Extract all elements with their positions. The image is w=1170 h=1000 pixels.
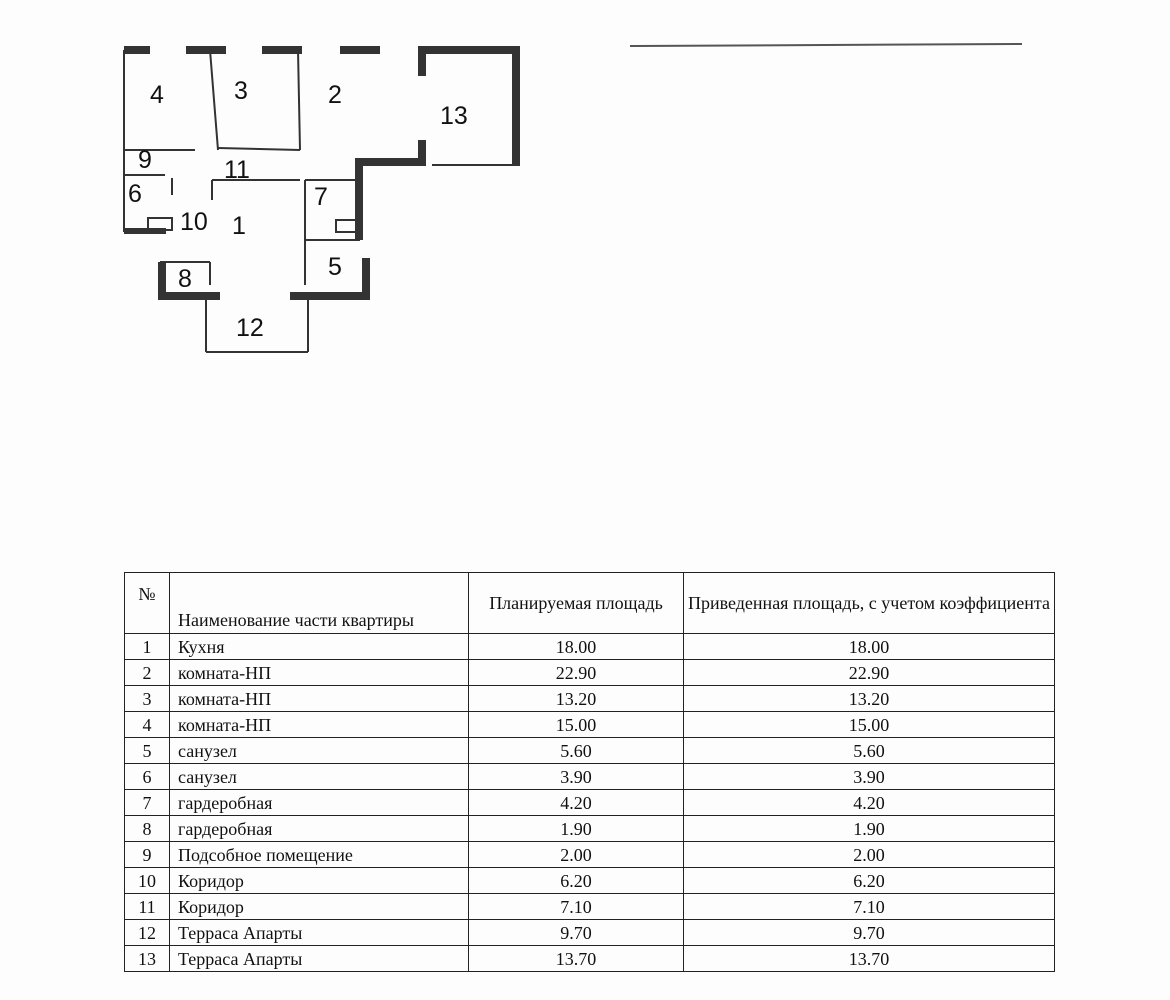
- cell-num: 9: [125, 842, 170, 868]
- cell-planned: 5.60: [469, 738, 684, 764]
- header-planned: Планируемая площадь: [469, 573, 684, 634]
- cell-reduced: 3.90: [684, 764, 1055, 790]
- room-label-9: 9: [138, 146, 152, 174]
- cell-num: 13: [125, 946, 170, 972]
- table-row: [125, 842, 1055, 868]
- cell-name: Коридор: [170, 894, 469, 920]
- area-table-container: [124, 572, 1055, 972]
- partition-4-3: [210, 50, 218, 150]
- cell-planned: 13.70: [469, 946, 684, 972]
- wall-seg: [355, 158, 426, 166]
- cell-planned: 22.90: [469, 660, 684, 686]
- room-label-6: 6: [128, 180, 142, 208]
- table-row: [125, 946, 1055, 972]
- partition-3-corridor: [218, 148, 300, 150]
- cell-name: комната-НП: [170, 686, 469, 712]
- wall-seg: [290, 292, 370, 300]
- cell-planned: 3.90: [469, 764, 684, 790]
- cell-num: 5: [125, 738, 170, 764]
- table-row: [125, 712, 1055, 738]
- table-body: [125, 634, 1055, 972]
- room-label-8: 8: [178, 265, 192, 293]
- cell-num: 11: [125, 894, 170, 920]
- cell-name: санузел: [170, 738, 469, 764]
- cell-num: 8: [125, 816, 170, 842]
- cell-planned: 4.20: [469, 790, 684, 816]
- cell-name: Подсобное помещение: [170, 842, 469, 868]
- cell-planned: 13.20: [469, 686, 684, 712]
- cell-name: Кухня: [170, 634, 469, 660]
- room-label-13: 13: [440, 102, 468, 130]
- cell-reduced: 1.90: [684, 816, 1055, 842]
- cell-planned: 1.90: [469, 816, 684, 842]
- wall-seg: [262, 46, 302, 54]
- cell-reduced: 15.00: [684, 712, 1055, 738]
- header-rule: [630, 43, 1022, 47]
- room-label-11: 11: [224, 156, 250, 184]
- table-row: [125, 894, 1055, 920]
- wall-seg: [512, 46, 520, 166]
- cell-reduced: 22.90: [684, 660, 1055, 686]
- area-table: [124, 572, 1055, 972]
- cell-name: комната-НП: [170, 712, 469, 738]
- table-row: [125, 660, 1055, 686]
- wall-seg: [340, 46, 380, 54]
- table-row: [125, 816, 1055, 842]
- cell-reduced: 13.20: [684, 686, 1055, 712]
- room-label-10: 10: [180, 208, 208, 236]
- wall-seg: [418, 46, 426, 76]
- room-label-7: 7: [314, 183, 328, 211]
- cell-planned: 6.20: [469, 868, 684, 894]
- cell-reduced: 13.70: [684, 946, 1055, 972]
- partition-3-2: [298, 50, 300, 150]
- room-label-2: 2: [328, 81, 342, 109]
- room-label-4: 4: [150, 81, 164, 109]
- floor-plan: [0, 0, 560, 370]
- wall-seg: [124, 46, 150, 54]
- header-reduced: Приведенная площадь, с учетом коэффициента: [684, 573, 1055, 634]
- cell-reduced: 4.20: [684, 790, 1055, 816]
- cell-planned: 2.00: [469, 842, 684, 868]
- washbasin-5: [336, 220, 356, 232]
- wall-seg: [355, 158, 363, 240]
- cell-reduced: 5.60: [684, 738, 1055, 764]
- room-label-12: 12: [236, 314, 264, 342]
- cell-num: 6: [125, 764, 170, 790]
- header-name: Наименование части квартиры: [170, 573, 469, 634]
- header-num: №: [125, 573, 170, 634]
- cell-reduced: 2.00: [684, 842, 1055, 868]
- room-label-3: 3: [234, 77, 248, 105]
- cell-num: 7: [125, 790, 170, 816]
- cell-planned: 9.70: [469, 920, 684, 946]
- wall-seg: [418, 46, 520, 54]
- cell-num: 10: [125, 868, 170, 894]
- cell-name: комната-НП: [170, 660, 469, 686]
- table-row: [125, 868, 1055, 894]
- table-row: [125, 634, 1055, 660]
- table-row: [125, 686, 1055, 712]
- table-row: [125, 920, 1055, 946]
- cell-name: гардеробная: [170, 816, 469, 842]
- cell-reduced: 9.70: [684, 920, 1055, 946]
- table-row: [125, 764, 1055, 790]
- cell-name: гардеробная: [170, 790, 469, 816]
- cell-num: 2: [125, 660, 170, 686]
- wall-seg: [124, 228, 166, 234]
- table-header-row: [125, 573, 1055, 634]
- cell-name: Терраса Апарты: [170, 920, 469, 946]
- table-row: [125, 790, 1055, 816]
- cell-num: 1: [125, 634, 170, 660]
- cell-num: 12: [125, 920, 170, 946]
- cell-reduced: 7.10: [684, 894, 1055, 920]
- room-label-5: 5: [328, 253, 342, 281]
- cell-planned: 7.10: [469, 894, 684, 920]
- cell-reduced: 6.20: [684, 868, 1055, 894]
- cell-num: 4: [125, 712, 170, 738]
- cell-name: Терраса Апарты: [170, 946, 469, 972]
- table-row: [125, 738, 1055, 764]
- cell-planned: 18.00: [469, 634, 684, 660]
- room-label-1: 1: [232, 212, 246, 240]
- cell-planned: 15.00: [469, 712, 684, 738]
- wall-seg: [186, 46, 226, 54]
- cell-reduced: 18.00: [684, 634, 1055, 660]
- cell-name: санузел: [170, 764, 469, 790]
- cell-num: 3: [125, 686, 170, 712]
- cell-name: Коридор: [170, 868, 469, 894]
- wall-seg: [158, 292, 220, 300]
